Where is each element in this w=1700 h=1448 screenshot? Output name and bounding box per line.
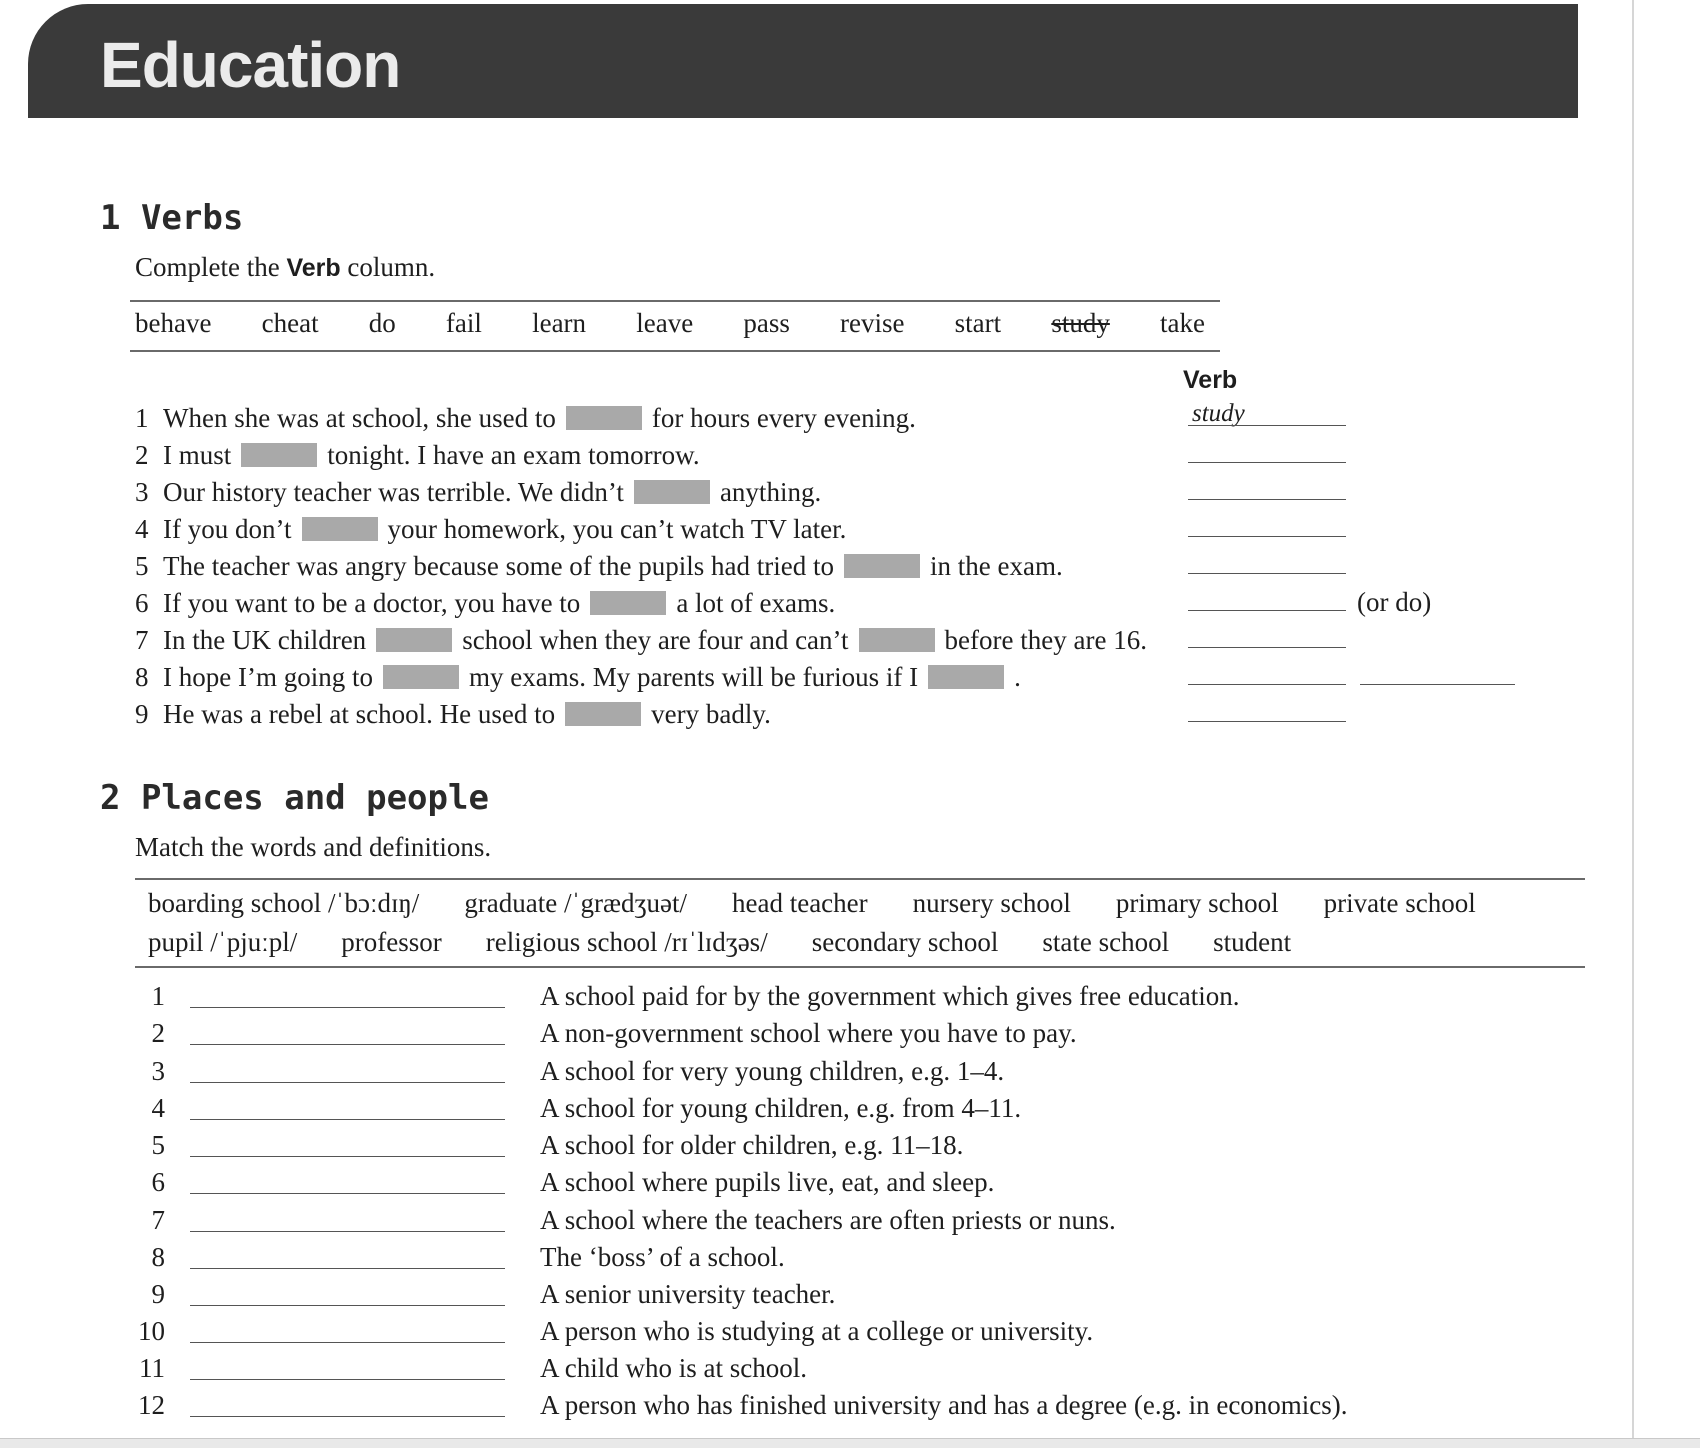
word-professor: professor xyxy=(341,927,442,957)
instruction-bold: Verb xyxy=(286,254,341,282)
answer-gap[interactable] xyxy=(566,406,642,430)
definition-text: A non-government school where you have to pay. xyxy=(540,1018,1077,1048)
word-study-crossed: study xyxy=(1051,308,1110,338)
sentence-text: my exams. My parents will be furious if I xyxy=(468,661,919,692)
definition-number: 11 xyxy=(139,1353,165,1383)
verb-answer-line-1[interactable] xyxy=(1188,424,1346,426)
sentence-text: school when they are four and can’t xyxy=(462,624,849,655)
answer-gap[interactable] xyxy=(565,702,641,726)
definition-row-10 xyxy=(135,1316,1435,1352)
match-answer-line[interactable] xyxy=(190,1044,505,1045)
match-answer-line[interactable] xyxy=(190,1268,505,1269)
word-student: student xyxy=(1213,927,1292,957)
definition-row-8 xyxy=(135,1242,1435,1278)
section1-heading: 1 Verbs xyxy=(100,198,244,238)
definition-text: A person who has finished university and has a degree (e.g. in economics). xyxy=(540,1390,1348,1420)
definition-number: 7 xyxy=(151,1205,165,1235)
word-fail: fail xyxy=(445,308,482,338)
sentence-6 xyxy=(135,586,835,620)
sentence-text: for hours every evening. xyxy=(651,402,916,433)
sentence-number: 9 xyxy=(135,698,149,729)
answer-gap[interactable] xyxy=(590,591,666,615)
word-private-school: private school xyxy=(1323,888,1476,918)
sentence-1 xyxy=(135,401,916,435)
instruction-post: column. xyxy=(340,252,436,282)
sentence-8 xyxy=(135,660,1021,694)
match-answer-line[interactable] xyxy=(190,1231,505,1232)
answer-gap[interactable] xyxy=(928,665,1004,689)
sentence-text: very badly. xyxy=(651,698,771,729)
match-answer-line[interactable] xyxy=(190,1416,505,1417)
definition-row-1 xyxy=(135,981,1435,1017)
verb-answer-line-3[interactable] xyxy=(1188,498,1346,500)
answer-gap[interactable] xyxy=(302,517,378,541)
sentence-text: The teacher was angry because some of the pupils had tried to xyxy=(163,550,835,581)
definition-row-5 xyxy=(135,1130,1435,1166)
sentence-number: 2 xyxy=(135,439,149,470)
sentence-text: In the UK children xyxy=(163,624,367,655)
definition-text: A school for very young children, e.g. 1–4. xyxy=(540,1056,1005,1086)
verb-answer-line-2[interactable] xyxy=(1188,461,1346,463)
sentence-number: 7 xyxy=(135,624,149,655)
answer-gap[interactable] xyxy=(634,480,710,504)
verb-answer-line-9[interactable] xyxy=(1188,720,1346,722)
sentence-number: 5 xyxy=(135,550,149,581)
match-answer-line[interactable] xyxy=(190,1379,505,1380)
sentence-text: your homework, you can’t watch TV later. xyxy=(387,513,847,544)
sentence-text: in the exam. xyxy=(930,550,1063,581)
sentence-2 xyxy=(135,438,700,472)
match-answer-line[interactable] xyxy=(190,1119,505,1120)
sentence-text: tonight. I have an exam tomorrow. xyxy=(327,439,700,470)
answer-gap[interactable] xyxy=(241,443,317,467)
sentence-number: 4 xyxy=(135,513,149,544)
answer-gap[interactable] xyxy=(376,628,452,652)
word-box2-top-rule xyxy=(135,878,1585,880)
sentence-9 xyxy=(135,697,771,731)
answer-gap[interactable] xyxy=(859,628,935,652)
sentence-text: When she was at school, she used to xyxy=(163,402,556,433)
answer-gap[interactable] xyxy=(844,554,920,578)
sentence-text: . xyxy=(1014,661,1021,692)
instruction-pre: Complete the xyxy=(135,252,287,282)
sentence-3 xyxy=(135,475,821,509)
definition-row-6 xyxy=(135,1167,1435,1203)
word-pass: pass xyxy=(743,308,790,338)
verb-answer-line-6[interactable] xyxy=(1188,609,1346,611)
definition-text: A school for older children, e.g. 11–18. xyxy=(540,1130,964,1160)
page-edge xyxy=(1632,0,1634,1447)
verb-answer-line-5[interactable] xyxy=(1188,572,1346,574)
definition-text: The ‘boss’ of a school. xyxy=(540,1242,785,1272)
sentence-text: He was a rebel at school. He used to xyxy=(163,698,556,729)
definition-number: 12 xyxy=(138,1390,165,1420)
page-title: Education xyxy=(100,29,401,101)
sentence-text: If you don’t xyxy=(163,513,292,544)
definition-number: 6 xyxy=(151,1167,165,1197)
definition-row-4 xyxy=(135,1093,1435,1129)
word-learn: learn xyxy=(532,308,587,338)
sentence-number: 6 xyxy=(135,587,149,618)
word-pupil: pupil /ˈpjuːpl/ xyxy=(148,927,298,957)
match-answer-line[interactable] xyxy=(190,1156,505,1157)
word-graduate: graduate /ˈgrædʒuət/ xyxy=(464,888,687,918)
word-boarding-school: boarding school /ˈbɔːdɪŋ/ xyxy=(148,888,420,918)
word-cheat: cheat xyxy=(261,308,319,338)
sentence-5 xyxy=(135,549,1063,583)
verb-column-heading: Verb xyxy=(1183,366,1238,394)
match-answer-line[interactable] xyxy=(190,1342,505,1343)
word-primary-school: primary school xyxy=(1115,888,1279,918)
word-box-bottom-rule xyxy=(130,350,1220,352)
match-answer-line[interactable] xyxy=(190,1193,505,1194)
sentence-text: before they are 16. xyxy=(944,624,1147,655)
definition-row-7 xyxy=(135,1205,1435,1241)
definition-text: A child who is at school. xyxy=(540,1353,807,1383)
word-do: do xyxy=(368,308,396,338)
verb-answer-line-4[interactable] xyxy=(1188,535,1346,537)
definition-number: 10 xyxy=(138,1316,165,1346)
word-leave: leave xyxy=(636,308,694,338)
match-answer-line[interactable] xyxy=(190,1305,505,1306)
places-word-box-row1 xyxy=(148,888,1521,919)
match-answer-line[interactable] xyxy=(190,1007,505,1008)
definition-number: 5 xyxy=(151,1130,165,1160)
word-box-top-rule xyxy=(130,300,1220,302)
sentence-number: 8 xyxy=(135,661,149,692)
word-head-teacher: head teacher xyxy=(731,888,868,918)
definition-number: 4 xyxy=(151,1093,165,1123)
section2-heading: 2 Places and people xyxy=(100,778,489,818)
definition-text: A school for young children, e.g. from 4–11. xyxy=(540,1093,1022,1123)
match-answer-line[interactable] xyxy=(190,1082,505,1083)
word-start: start xyxy=(954,308,1002,338)
sentence-4 xyxy=(135,512,846,546)
sentence-number: 1 xyxy=(135,402,149,433)
verb-answer-line-8[interactable] xyxy=(1188,683,1346,685)
sentence-text: a lot of exams. xyxy=(676,587,836,618)
definition-number: 9 xyxy=(151,1279,165,1309)
definition-text: A person who is studying at a college or university. xyxy=(540,1316,1094,1346)
definition-text: A senior university teacher. xyxy=(540,1279,836,1309)
definition-row-11 xyxy=(135,1353,1435,1389)
word-take: take xyxy=(1160,308,1205,338)
definition-number: 3 xyxy=(151,1056,165,1086)
definition-row-9 xyxy=(135,1279,1435,1315)
word-nursery-school: nursery school xyxy=(912,888,1071,918)
sentence-text: If you want to be a doctor, you have to xyxy=(163,587,581,618)
word-behave: behave xyxy=(135,308,212,338)
word-secondary-school: secondary school xyxy=(811,927,999,957)
definition-row-2 xyxy=(135,1018,1435,1054)
definition-number: 2 xyxy=(151,1018,165,1048)
verb-answer-line-7[interactable] xyxy=(1188,646,1346,648)
section2-instruction: Match the words and definitions. xyxy=(135,832,492,862)
word-religious-school: religious school /rɪˈlɪdʒəs/ xyxy=(485,927,768,957)
definition-row-3 xyxy=(135,1056,1435,1092)
verb-word-box xyxy=(135,308,1205,348)
or-do-note: (or do) xyxy=(1357,587,1432,617)
places-word-box-row2 xyxy=(148,927,1335,958)
definition-text: A school where pupils live, eat, and sleep. xyxy=(540,1167,995,1197)
word-state-school: state school xyxy=(1042,927,1170,957)
sentence-text: Our history teacher was terrible. We didn’t xyxy=(163,476,624,507)
section1-instruction xyxy=(135,252,435,283)
sentence-text: anything. xyxy=(719,476,822,507)
definition-number: 8 xyxy=(151,1242,165,1272)
sentence-7 xyxy=(135,623,1147,657)
definition-text: A school paid for by the government which gives free education. xyxy=(540,981,1240,1011)
sentence-number: 3 xyxy=(135,476,149,507)
definition-text: A school where the teachers are often priests or nuns. xyxy=(540,1205,1116,1235)
example-answer: study xyxy=(1192,400,1245,427)
sentence-text: I hope I’m going to xyxy=(163,661,373,692)
verb-answer-line-8b[interactable] xyxy=(1360,683,1515,685)
sentence-text: I must xyxy=(163,439,232,470)
word-revise: revise xyxy=(840,308,905,338)
definition-number: 1 xyxy=(151,981,165,1011)
definition-row-12 xyxy=(135,1390,1435,1426)
word-box2-bottom-rule xyxy=(135,966,1585,968)
answer-gap[interactable] xyxy=(383,665,459,689)
